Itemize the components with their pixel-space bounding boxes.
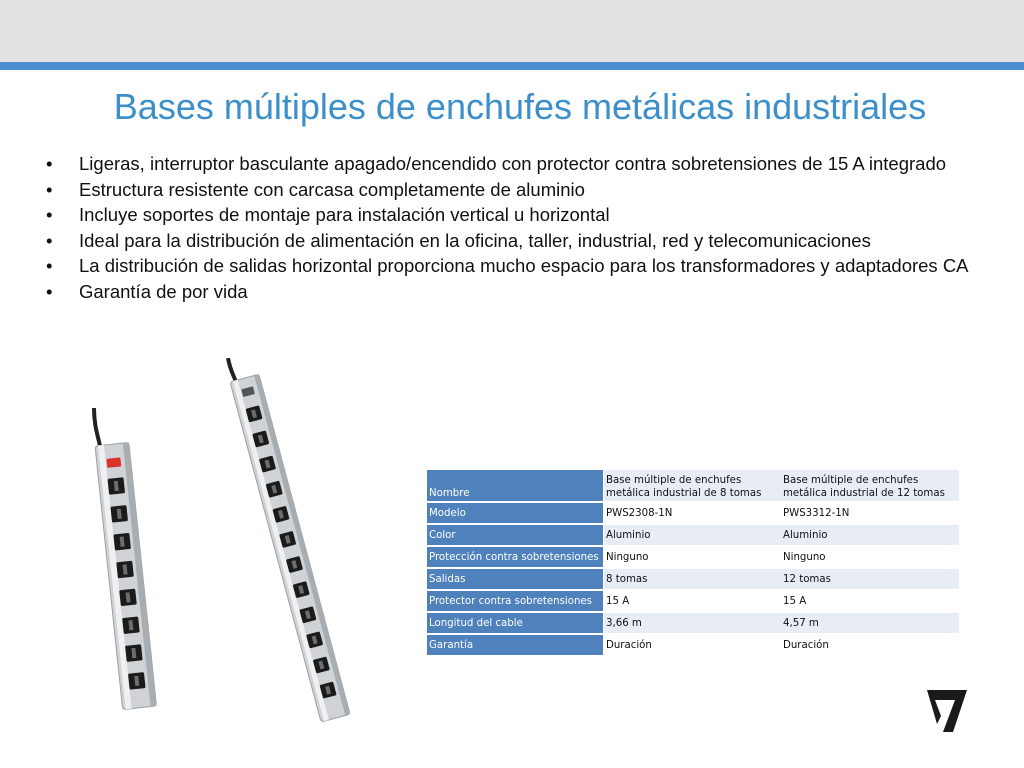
table-row-label: Garantía bbox=[427, 635, 604, 657]
feature-item bbox=[40, 202, 980, 228]
table-cell: Ninguno bbox=[781, 547, 959, 569]
table-cell: PWS2308-1N bbox=[604, 503, 781, 525]
switch-icon bbox=[106, 457, 121, 467]
table-cell: 3,66 m bbox=[604, 613, 781, 635]
power-strip-12-image bbox=[216, 358, 366, 733]
bullet-marker: • bbox=[46, 204, 53, 225]
table-header-cell: Base múltiple de enchufes metálica industrial de 8 tomas bbox=[604, 470, 781, 503]
bullet-marker: • bbox=[46, 280, 53, 302]
power-strip-8-image bbox=[80, 408, 190, 713]
feature-item bbox=[40, 279, 980, 305]
feature-item bbox=[40, 228, 980, 254]
table-row-label: Color bbox=[427, 525, 604, 547]
table-cell: 12 tomas bbox=[781, 569, 959, 591]
feature-text: Ligeras, interruptor basculante apagado/encendido con protector contra sobretensiones de 15 A integrado bbox=[79, 153, 947, 174]
table-row bbox=[427, 635, 959, 657]
table-row bbox=[427, 547, 959, 569]
feature-item bbox=[40, 253, 980, 279]
table-row bbox=[427, 569, 959, 591]
feature-text: Garantía de por vida bbox=[79, 280, 248, 302]
bullet-marker: • bbox=[46, 255, 53, 276]
table-row bbox=[427, 591, 959, 613]
table-cell: 15 A bbox=[781, 591, 959, 613]
table-row bbox=[427, 525, 959, 547]
table-header-row bbox=[427, 470, 959, 503]
bullet-marker: • bbox=[46, 178, 53, 200]
table-cell: Aluminio bbox=[781, 525, 959, 547]
slide-title: Bases múltiples de enchufes metálicas industriales bbox=[113, 86, 927, 127]
feature-text: Estructura resistente con carcasa completamente de aluminio bbox=[79, 178, 585, 200]
table-row-label: Nombre bbox=[427, 470, 604, 503]
table-cell: Duración bbox=[781, 635, 959, 657]
feature-text: Incluye soportes de montaje para instalación vertical u horizontal bbox=[79, 204, 610, 225]
feature-text: La distribución de salidas horizontal proporciona mucho espacio para los transformadores y adaptadores CA bbox=[79, 255, 969, 276]
table-cell: 4,57 m bbox=[781, 613, 959, 635]
table-cell: 15 A bbox=[604, 591, 781, 613]
feature-list bbox=[40, 151, 980, 304]
bullet-marker: • bbox=[46, 229, 53, 251]
table-header-cell: Base múltiple de enchufes metálica industrial de 12 tomas bbox=[781, 470, 959, 503]
feature-item bbox=[40, 177, 980, 203]
table-row-label: Longitud del cable bbox=[427, 613, 604, 635]
table-cell: 8 tomas bbox=[604, 569, 781, 591]
bullet-marker: • bbox=[46, 153, 53, 174]
header-band bbox=[0, 0, 1024, 62]
table-cell: Aluminio bbox=[604, 525, 781, 547]
table-cell: Ninguno bbox=[604, 547, 781, 569]
table-cell: Duración bbox=[604, 635, 781, 657]
table-row-label: Protección contra sobretensiones bbox=[427, 547, 604, 569]
power-strip-12-icon bbox=[216, 358, 366, 733]
header-rule bbox=[0, 62, 1024, 70]
table-row-label: Modelo bbox=[427, 503, 604, 525]
feature-item bbox=[40, 151, 980, 177]
v7-logo-icon bbox=[925, 688, 969, 734]
power-strip-8-icon bbox=[80, 408, 190, 713]
spec-table bbox=[427, 470, 959, 657]
table-cell: PWS3312-1N bbox=[781, 503, 959, 525]
table-row bbox=[427, 613, 959, 635]
table-row bbox=[427, 503, 959, 525]
table-row-label: Salidas bbox=[427, 569, 604, 591]
table-row-label: Protector contra sobretensiones bbox=[427, 591, 604, 613]
feature-text: Ideal para la distribución de alimentación en la oficina, taller, industrial, red y telecomunicaciones bbox=[79, 229, 871, 251]
